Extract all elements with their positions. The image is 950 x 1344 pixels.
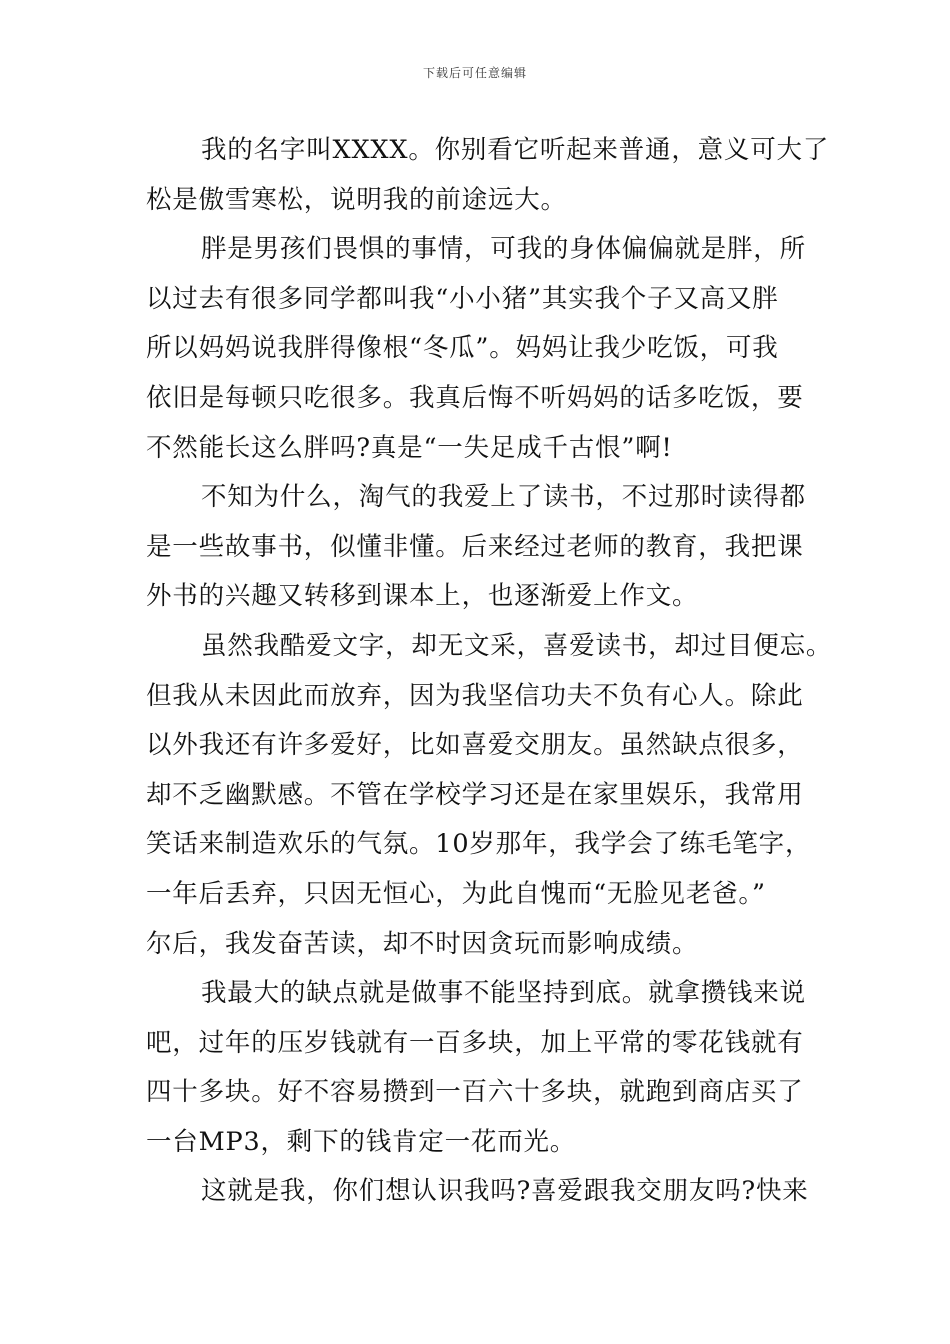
text-line: 尔后，我发奋苦读，却不时因贪玩而影响成绩。 <box>146 928 699 959</box>
text-line: 笑话来制造欢乐的气氛。10岁那年，我学会了练毛笔字， <box>146 829 812 860</box>
text-line: 所以妈妈说我胖得像根“冬瓜”。妈妈让我少吃饭，可我 <box>146 333 779 364</box>
paragraph-name-meaning <box>146 126 830 225</box>
text-line: 以外我还有许多爱好，比如喜爱交朋友。虽然缺点很多， <box>146 730 804 761</box>
text-line: 一年后丢弃，只因无恒心，为此自愧而“无脸见老爸。” <box>146 878 766 909</box>
text-line: 松是傲雪寒松，说明我的前途远大。 <box>146 184 567 215</box>
paragraph-shortcoming <box>146 969 826 1167</box>
text-line: 外书的兴趣又转移到课本上，也逐渐爱上作文。 <box>146 581 699 612</box>
text-line: 我的名字叫XXXX。你别看它听起来普通，意义可大了 <box>201 135 830 165</box>
text-line: 依旧是每顿只吃很多。我真后悔不听妈妈的话多吃饭，要 <box>146 382 804 413</box>
text-line: 四十多块。好不容易攒到一百六十多块，就跑到商店买了 <box>146 1077 804 1108</box>
text-line: 不然能长这么胖吗?真是“一失足成千古恨”啊! <box>146 432 673 463</box>
text-line: 却不乏幽默感。不管在学校学习还是在家里娱乐，我常用 <box>146 779 804 810</box>
text-line: 以过去有很多同学都叫我“小小猪”其实我个子又高又胖 <box>146 283 779 314</box>
text-line: 一台MP3，剩下的钱肯定一花而光。 <box>146 1126 577 1157</box>
paragraph-closing <box>146 1167 826 1217</box>
text-line: 吧，过年的压岁钱就有一百多块，加上平常的零花钱就有 <box>146 1027 804 1058</box>
page-header: 下载后可任意编辑 <box>422 66 527 80</box>
paragraph-hobbies <box>146 622 833 969</box>
text-line: 胖是男孩们畏惧的事情，可我的身体偏偏就是胖，所 <box>201 234 806 265</box>
text-line: 这就是我，你们想认识我吗?喜爱跟我交朋友吗?快来 <box>201 1176 809 1207</box>
text-line: 是一些故事书，似懂非懂。后来经过老师的教育，我把课 <box>146 531 804 562</box>
text-line: 虽然我酷爱文字，却无文采，喜爱读书，却过目便忘。 <box>201 630 833 661</box>
document-body <box>146 126 833 1217</box>
text-line: 我最大的缺点就是做事不能坚持到底。就拿攒钱来说 <box>201 978 806 1009</box>
text-line: 不知为什么，淘气的我爱上了读书，不过那时读得都 <box>201 482 806 513</box>
paragraph-reading <box>146 473 826 622</box>
paragraph-being-fat <box>146 225 826 473</box>
text-line: 但我从未因此而放弃，因为我坚信功夫不负有心人。除此 <box>146 680 804 711</box>
